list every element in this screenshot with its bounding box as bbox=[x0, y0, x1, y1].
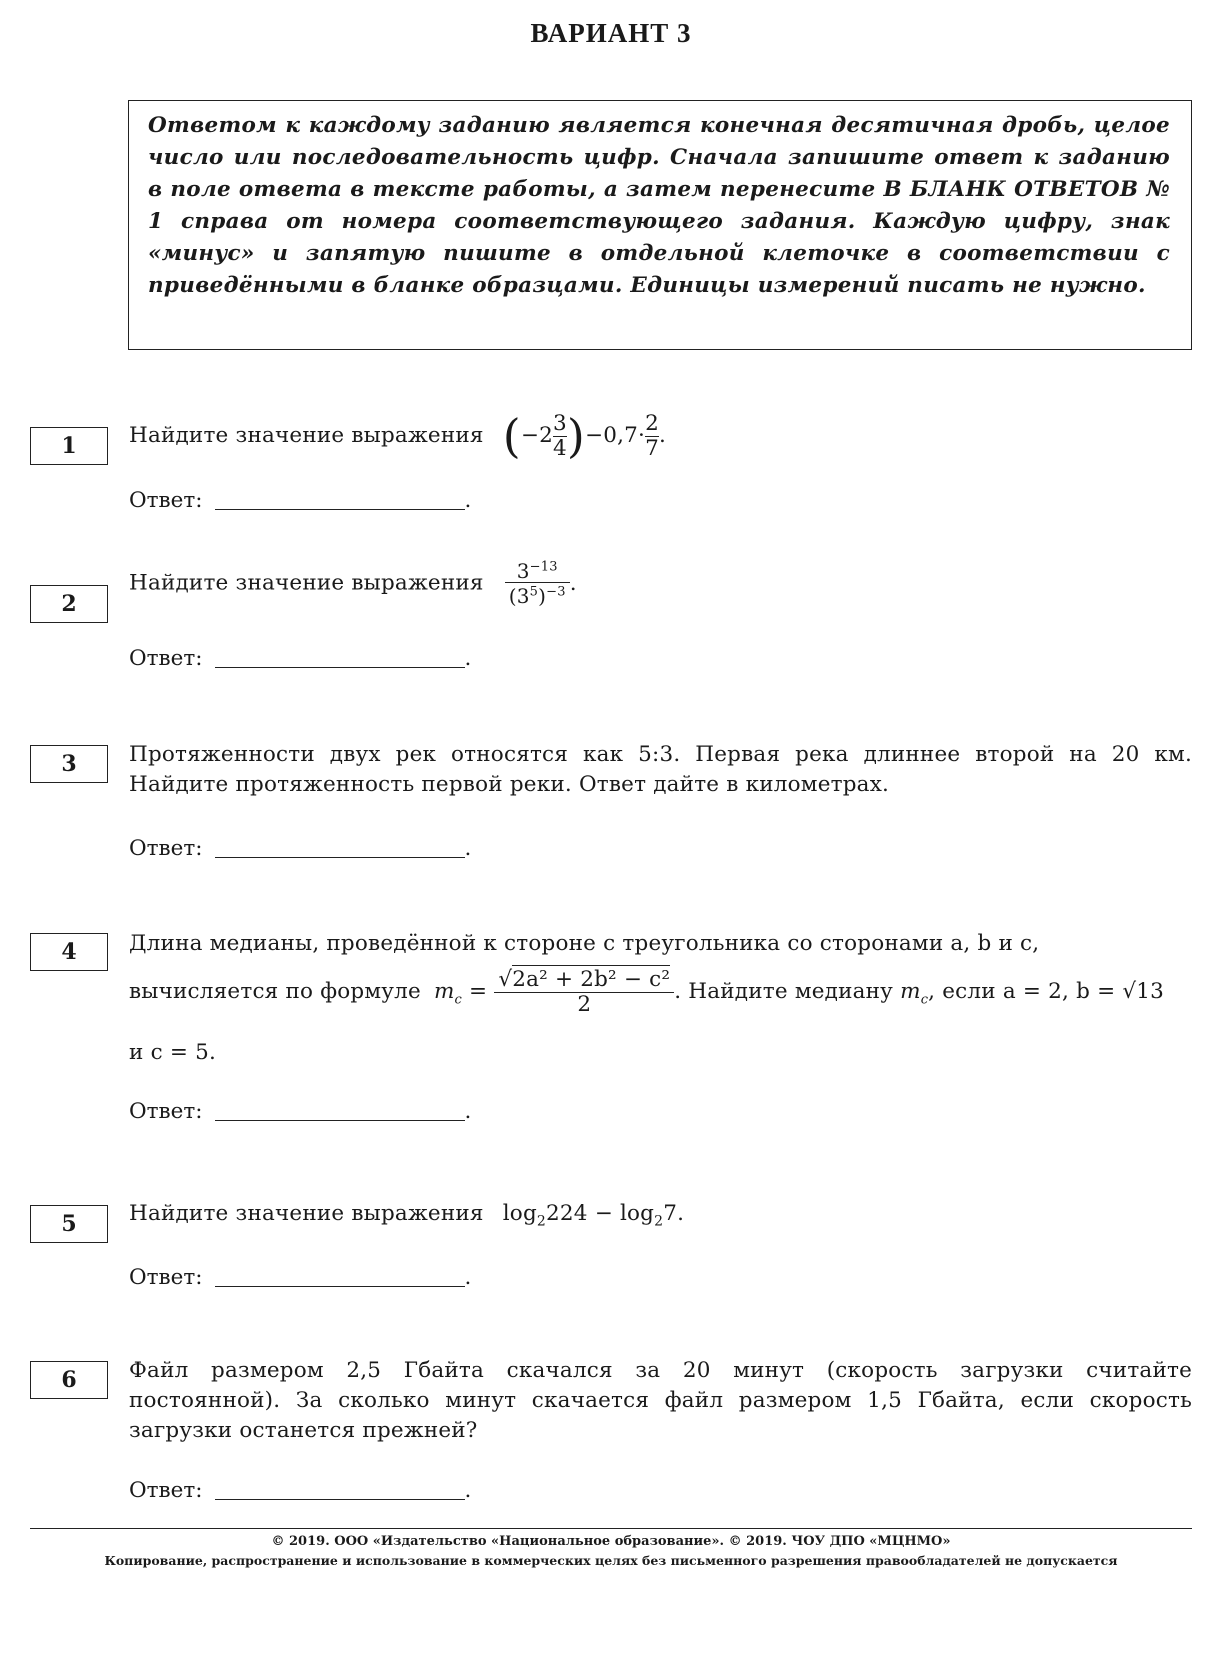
footer-notice: Копирование, распространение и использование в коммерческих целях без письменного разрешения правообладателей не допускается bbox=[104, 1553, 1118, 1568]
answer-field-1[interactable] bbox=[215, 491, 465, 510]
task-1-prompt: Найдите значение выражения bbox=[129, 423, 484, 449]
page-title: ВАРИАНТ 3 bbox=[530, 18, 692, 48]
task-6-text: Файл размером 2,5 Гбайта скачался за 20 минут (скорость загрузки считайте постоянной). За сколько минут скачается файл размером 1,5 Гбайта, если скорость загрузки останется прежней? bbox=[129, 1358, 1192, 1443]
answer-field-2[interactable] bbox=[215, 649, 465, 668]
footer-divider bbox=[30, 1528, 1192, 1529]
task-number-5: 5 bbox=[30, 1205, 108, 1243]
answer-field-6[interactable] bbox=[215, 1481, 465, 1500]
task-number-3: 3 bbox=[30, 745, 108, 783]
task-4-line-3: и c = 5. bbox=[129, 1040, 217, 1065]
task-5-expression: $\log_2224 - \log_27$. bbox=[502, 1201, 685, 1230]
task-2-answer: Ответ: . bbox=[129, 646, 472, 671]
task-2-expression: $\frac{3^{-13}}{(3^5)^{-3}}$ . bbox=[505, 571, 577, 596]
footer-copyright: © 2019. ООО «Издательство «Национальное образование». © 2019. ЧОУ ДПО «МЦНМО» bbox=[271, 1534, 951, 1549]
task-3-text: Протяженности двух рек относятся как 5:3. Первая река длиннее второй на 20 км. Найдите протяженность первой реки. Ответ дайте в километрах. bbox=[129, 742, 1192, 797]
task-1-answer: Ответ: . bbox=[129, 488, 472, 513]
task-1 bbox=[129, 409, 666, 464]
task-5-prompt: Найдите значение выражения bbox=[129, 1201, 484, 1226]
answer-field-3[interactable] bbox=[215, 839, 465, 858]
answer-field-5[interactable] bbox=[215, 1268, 465, 1287]
task-2-prompt: Найдите значение выражения bbox=[129, 570, 484, 596]
task-4-line-2: вычисляется по формуле $m_c$ = $\frac{\text{√2a² + 2b² − c²}}{2}$ . Найдите медиану $m_c$, если a = 2, b = √13 bbox=[129, 967, 1164, 1017]
task-3-answer: Ответ: . bbox=[129, 836, 472, 861]
instructions-text: Ответом к каждому заданию является конечная десятичная дробь, целое число или последовательность цифр. Сначала запишите ответ к заданию в поле ответа в тексте работы, а затем перенесите В БЛАНК ОТВЕТОВ № 1 справа от номера соответствующего задания. Каждую цифру, знак «минус» и запятую пишите в отдельной клеточке в соответствии с приведёнными в бланке образцами. Единицы измерений писать не нужно. bbox=[148, 113, 1170, 298]
task-number-4: 4 bbox=[30, 933, 108, 971]
task-5-answer: Ответ: . bbox=[129, 1265, 472, 1290]
task-6-answer: Ответ: . bbox=[129, 1478, 472, 1503]
task-4-line-1: Длина медианы, проведённой к стороне c треугольника со сторонами a, b и c, bbox=[129, 931, 1040, 956]
answer-field-4[interactable] bbox=[215, 1102, 465, 1121]
task-4-answer: Ответ: . bbox=[129, 1099, 472, 1124]
task-1-expression: (−2 $\frac{3}{4}$ )−0,7· $\frac{2}{7}$ . bbox=[502, 409, 666, 464]
task-number-6: 6 bbox=[30, 1361, 108, 1399]
task-number-2: 2 bbox=[30, 585, 108, 623]
task-number-1: 1 bbox=[30, 427, 108, 465]
task-2 bbox=[129, 560, 577, 607]
task-5 bbox=[129, 1201, 684, 1229]
task-4-formula: $m_c$ = $\frac{\text{√2a² + 2b² − c²}}{2}$ bbox=[434, 979, 674, 1004]
